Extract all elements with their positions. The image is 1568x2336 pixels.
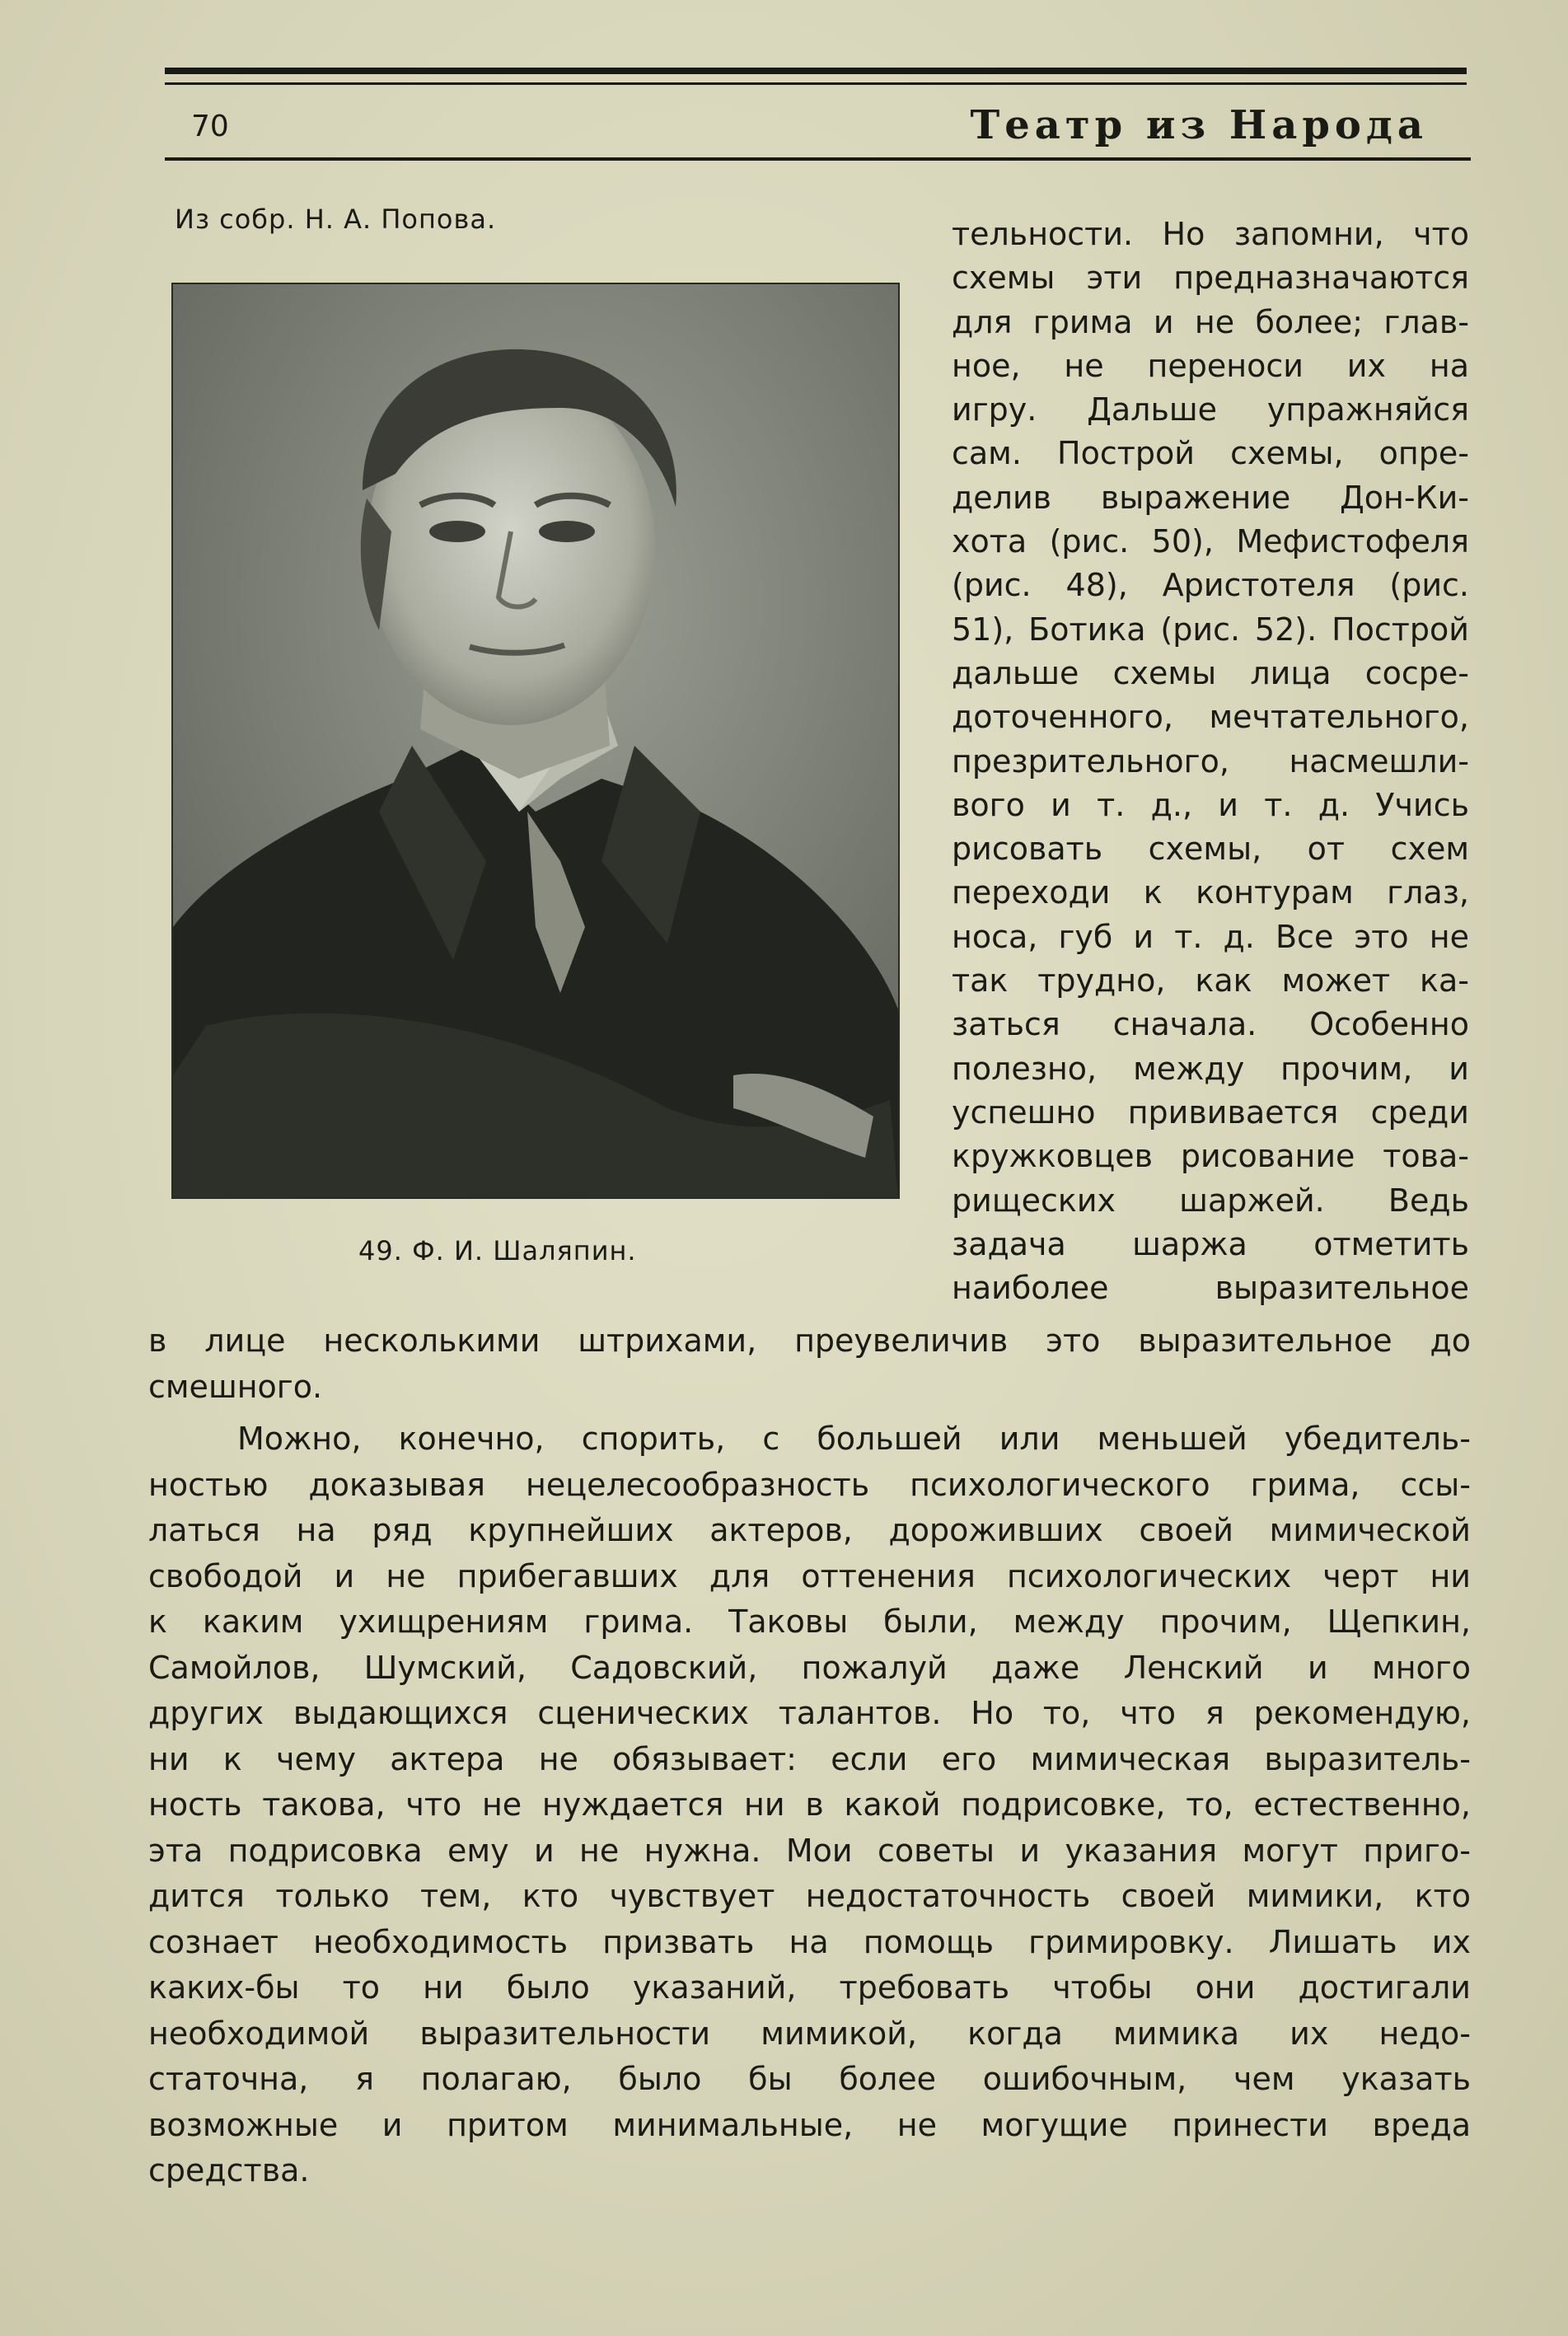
column-line: делив выражение Дон-Ки- bbox=[952, 479, 1469, 516]
column-line: задача шаржа отметить bbox=[952, 1225, 1469, 1262]
column-line: рисовать схемы, от схем bbox=[952, 831, 1469, 868]
body-line: средства. bbox=[148, 2152, 310, 2189]
column-line: для грима и не более; глав- bbox=[952, 303, 1469, 340]
column-line: кружковцев рисование това- bbox=[952, 1138, 1469, 1175]
column-line: игру. Дальше упражняйся bbox=[952, 391, 1469, 428]
portrait-photo bbox=[173, 284, 898, 1197]
column-line: рищеских шаржей. Ведь bbox=[952, 1182, 1469, 1219]
body-line: необходимой выразительности мимикой, когда мимика их недо- bbox=[148, 2015, 1471, 2052]
column-line: доточенного, мечтательного, bbox=[952, 699, 1469, 736]
body-line: дится только тем, кто чувствует недостаточность своей мимики, кто bbox=[148, 1878, 1471, 1914]
body-line: сознает необходимость призвать на помощь гримировку. Лишать их bbox=[148, 1923, 1471, 1960]
header-rule-thick bbox=[165, 68, 1467, 74]
column-line: переходи к контурам глаз, bbox=[952, 874, 1469, 911]
column-line: заться сначала. Особенно bbox=[952, 1006, 1469, 1043]
body-line: возможные и притом минимальные, не могущие принести вреда bbox=[148, 2106, 1471, 2143]
column-line: тельности. Но запомни, что bbox=[952, 216, 1469, 252]
body-line: статочна, я полагаю, было бы более ошибочным, чем указать bbox=[148, 2061, 1471, 2097]
column-line: презрительного, насмешли- bbox=[952, 742, 1469, 779]
column-line: наиболее выразительное bbox=[952, 1270, 1469, 1307]
column-line: успешно прививается среди bbox=[952, 1093, 1469, 1131]
column-line: сам. Построй схемы, опре- bbox=[952, 435, 1469, 472]
body-line: в лице несколькими штрихами, преувеличив это выразительное до bbox=[148, 1322, 1471, 1359]
right-column-text bbox=[952, 213, 1469, 1310]
column-line: носа, губ и т. д. Все это не bbox=[952, 918, 1469, 955]
body-line: Можно, конечно, спорить, с большей или меньшей убедитель- bbox=[237, 1421, 1471, 1457]
page-number: 70 bbox=[191, 110, 229, 143]
portrait-illustration bbox=[173, 284, 898, 1197]
header-underline bbox=[165, 157, 1471, 161]
body-line: ностью доказывая нецелесообразность психологического грима, ссы- bbox=[148, 1466, 1471, 1503]
header-rule-thin bbox=[165, 82, 1467, 85]
body-line: других выдающихся сценических талантов. Но то, что я рекомендую, bbox=[148, 1695, 1471, 1731]
column-line: 51), Ботика (рис. 52). Построй bbox=[952, 611, 1469, 648]
column-line: дальше схемы лица сосре- bbox=[952, 654, 1469, 691]
body-line: смешного. bbox=[148, 1368, 323, 1405]
column-line: хота (рис. 50), Мефистофеля bbox=[952, 523, 1469, 560]
body-line: к каким ухищрениям грима. Таковы были, между прочим, Щепкин, bbox=[148, 1603, 1471, 1640]
column-line: вого и т. д., и т. д. Учись bbox=[952, 786, 1469, 823]
full-width-text bbox=[148, 1318, 1471, 2194]
body-line: эта подрисовка ему и не нужна. Мои советы и указания могут приго- bbox=[148, 1832, 1471, 1869]
photo-credit: Из собр. Н. А. Попова. bbox=[175, 204, 497, 235]
photo-caption: 49. Ф. И. Шаляпин. bbox=[358, 1235, 637, 1266]
body-line: ни к чему актера не обязывает: если его мимическая выразитель- bbox=[148, 1740, 1471, 1777]
body-line: каких-бы то ни было указаний, требовать чтобы они достигали bbox=[148, 1969, 1471, 2006]
paragraph-gap bbox=[148, 1410, 1471, 1416]
running-title: Театр из Народа bbox=[970, 102, 1428, 148]
column-line: полезно, между прочим, и bbox=[952, 1050, 1469, 1087]
body-line: ность такова, что не нуждается ни в какой подрисовке, то, естественно, bbox=[148, 1786, 1471, 1823]
column-line: так трудно, как может ка- bbox=[952, 962, 1469, 999]
body-line: латься на ряд крупнейших актеров, дороживших своей мимической bbox=[148, 1512, 1471, 1548]
column-line: схемы эти предназначаются bbox=[952, 260, 1469, 297]
body-line: свободой и не прибегавших для оттенения психологических черт ни bbox=[148, 1557, 1471, 1594]
column-line: ное, не переноси их на bbox=[952, 347, 1469, 384]
column-line: (рис. 48), Аристотеля (рис. bbox=[952, 567, 1469, 604]
body-line: Самойлов, Шумский, Садовский, пожалуй даже Ленский и много bbox=[148, 1649, 1471, 1686]
